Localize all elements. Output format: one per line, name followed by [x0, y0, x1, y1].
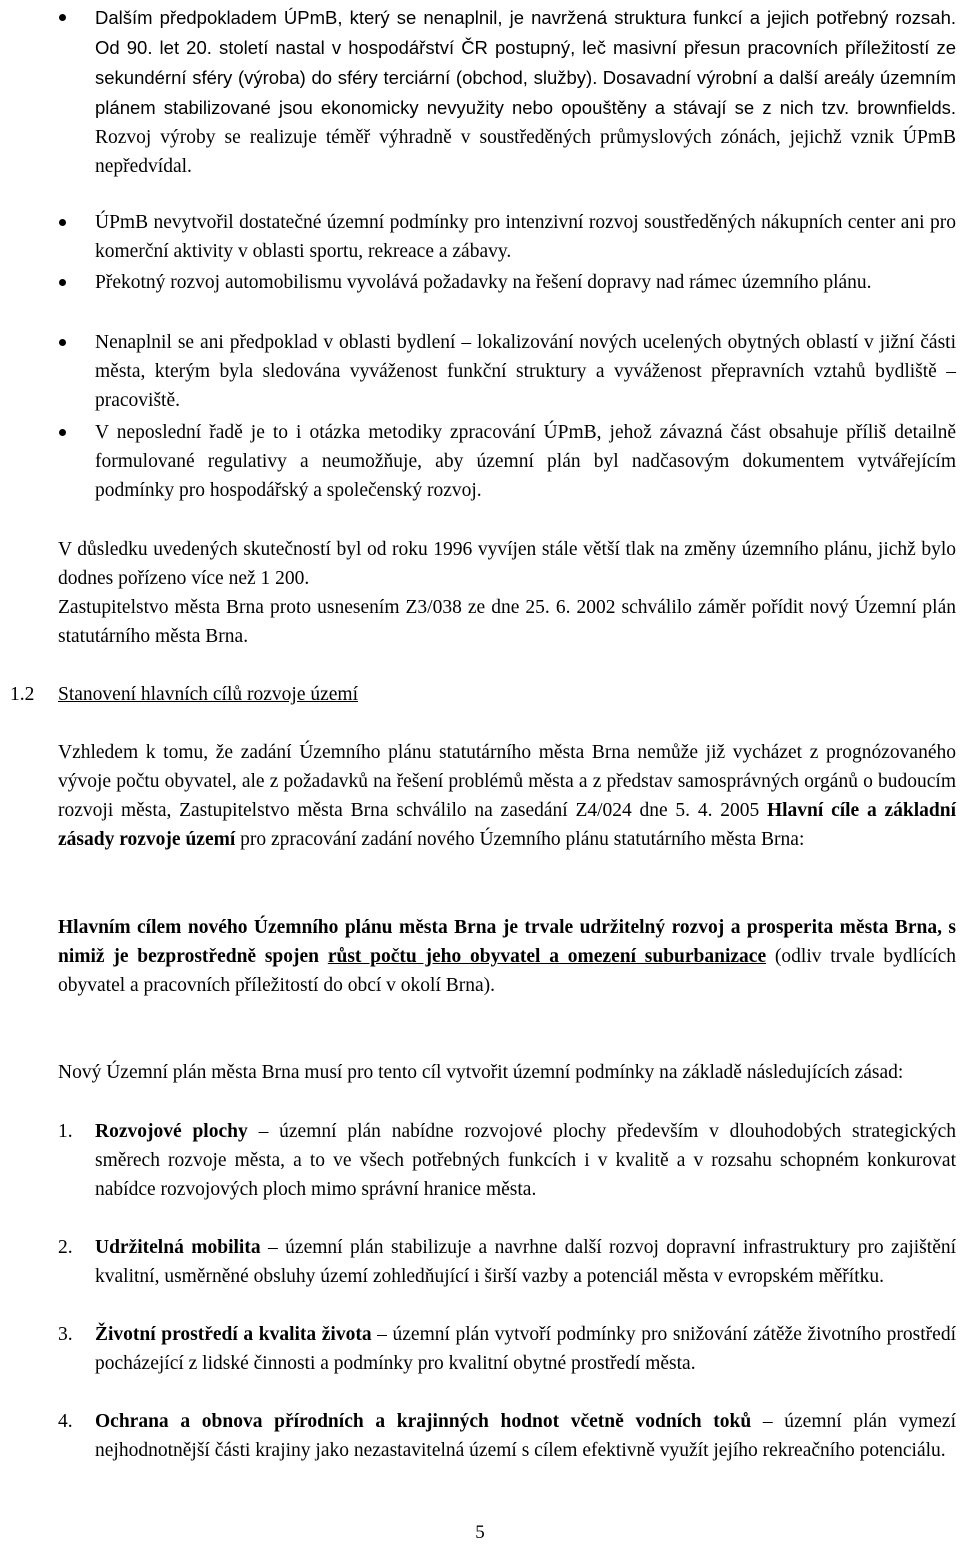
principle-number: 2.	[58, 1237, 73, 1258]
principle-title: Životní prostředí a kvalita života	[95, 1324, 372, 1345]
principle-title: Ochrana a obnova přírodních a krajinných hodnot včetně vodních toků	[95, 1411, 752, 1432]
section-heading	[10, 680, 358, 709]
principle-item	[58, 1320, 956, 1378]
bullet-text: ÚPmB nevytvořil dostatečné územní podmínky pro intenzivní rozvoj soustředěných nákupních center ani pro komerční aktivity v oblasti sportu, rekreace a zábavy.	[95, 212, 956, 262]
bullet-text: V neposlední řadě je to i otázka metodiky zpracování ÚPmB, jehož závazná část obsahuje příliš detailně formulované regulativy a neumožňuje, aby územní plán byl nadčasovým dokumentem vytvářejícím podmínky pro hospodářský a společenský rozvoj.	[95, 422, 956, 501]
bullet-item	[58, 3, 956, 181]
principle-title: Udržitelná mobilita	[95, 1237, 261, 1258]
principle-dash: –	[762, 1411, 773, 1432]
principle-text: územní plán vymezí nejhodnotnější části krajiny jako nezastavitelná území s cílem efektivně využít jejího rekreačního potenciálu.	[95, 1411, 956, 1461]
main-goal-paragraph	[58, 913, 956, 1000]
principle-item	[58, 1117, 956, 1204]
principle-number: 4.	[58, 1411, 73, 1432]
bullet-text-part-b: Dosavadní výrobní a další areály územním plánem stabilizované jsou ekonomicky nevyužity nebo opouštěny a stávají se z nich tzv. brownfields.	[95, 67, 957, 118]
bullet-item	[58, 418, 956, 505]
main-goal-bold-text: Hlavním cílem nového Územního plánu města Brna je trvale udržitelný rozvoj a prosperita města Brna, s nimiž je bezprostředně spojen	[58, 917, 956, 967]
principle-text: územní plán stabilizuje a navrhne další rozvoj dopravní infrastruktury pro zajištění kvalitní, usměrněné obsluhy území zohledňující i širší vazby a potenciál města v evropském měřítku.	[95, 1237, 957, 1287]
principle-dash: –	[377, 1324, 387, 1345]
principle-item	[58, 1233, 956, 1291]
principle-item	[58, 1407, 956, 1465]
bullet-text-part-a: Dalším předpokladem ÚPmB, který se nenaplnil, je navržená struktura funkcí a jejich potřebný rozsah. Od 90. let 20. století nastal v hospodářství ČR postupný, leč masivní přesun pracovních příležitostí ze sekundérní sféry (výroba) do sféry terciární (obchod, služby).	[95, 7, 956, 88]
paragraph-text: pro zpracování zadání nového Územního plánu statutárního města Brna:	[240, 829, 805, 850]
page-number: 5	[475, 1522, 485, 1543]
principle-text: územní plán vytvoří podmínky pro snižování zátěže životního prostředí pocházející z lidské činnosti a podmínky pro kvalitní obytné prostředí města.	[95, 1324, 956, 1374]
paragraph: Nový Územní plán města Brna musí pro tento cíl vytvořit územní podmínky na základě následujících zásad:	[58, 1062, 904, 1083]
paragraph-bold-text: Hlavní cíle a základní zásady rozvoje území	[58, 800, 957, 850]
section-number: 1.2	[10, 684, 35, 705]
bullet-text: Překotný rozvoj automobilismu vyvolává požadavky na řešení dopravy nad rámec územního plánu.	[95, 272, 872, 293]
bullet-text-part-c: Rozvoj výroby se realizuje téměř výhradně v soustředěných průmyslových zónách, jejichž vznik ÚPmB nepředvídal.	[95, 127, 956, 177]
bullet-item	[58, 328, 956, 415]
principle-dash: –	[268, 1237, 278, 1258]
section-title: Stanovení hlavních cílů rozvoje území	[58, 684, 358, 705]
bullet-item	[58, 208, 956, 266]
main-goal-underlined-text: růst počtu jeho obyvatel a omezení suburbanizace	[327, 946, 767, 967]
main-goal-rest-text: (odliv trvale bydlících obyvatel a pracovních příležitostí do obcí v okolí Brna).	[58, 946, 956, 996]
principle-text: územní plán nabídne rozvojové plochy především v dlouhodobých strategických směrech rozvoje města, a to ve všech potřebných funkcích i v kvalitě a v rozsahu schopném konkurovat nabídce rozvojových ploch mimo správní hranice města.	[95, 1121, 957, 1200]
principle-title: Rozvojové plochy	[95, 1121, 248, 1142]
principle-number: 1.	[58, 1121, 73, 1142]
principle-dash: –	[258, 1121, 269, 1142]
paragraph	[58, 738, 956, 854]
paragraph-text: Vzhledem k tomu, že zadání Územního plánu statutárního města Brna nemůže již vycházet z prognózovaného vývoje počtu obyvatel, ale z požadavků na řešení problémů města a z představ samosprávných orgánů o budoucím rozvoji města, Zastupitelstvo města Brna schválilo na zasedání Z4/024 dne 5. 4. 2005	[58, 742, 956, 821]
paragraph: Zastupitelstvo města Brna proto usnesením Z3/038 ze dne 25. 6. 2002 schválilo záměr pořídit nový Územní plán statutárního města Brna.	[58, 597, 956, 647]
bullet-item	[58, 268, 956, 297]
paragraph: V důsledku uvedených skutečností byl od roku 1996 vyvíjen stále větší tlak na změny územního plánu, jichž bylo dodnes pořízeno více než 1 200.	[58, 539, 956, 589]
bullet-text: Nenaplnil se ani předpoklad v oblasti bydlení – lokalizování nových ucelených obytných oblastí v jižní části města, kterým byla sledována vyváženost funkční struktury a vyváženost přepravních vztahů bydliště – pracoviště.	[95, 332, 956, 411]
principle-number: 3.	[58, 1324, 73, 1345]
